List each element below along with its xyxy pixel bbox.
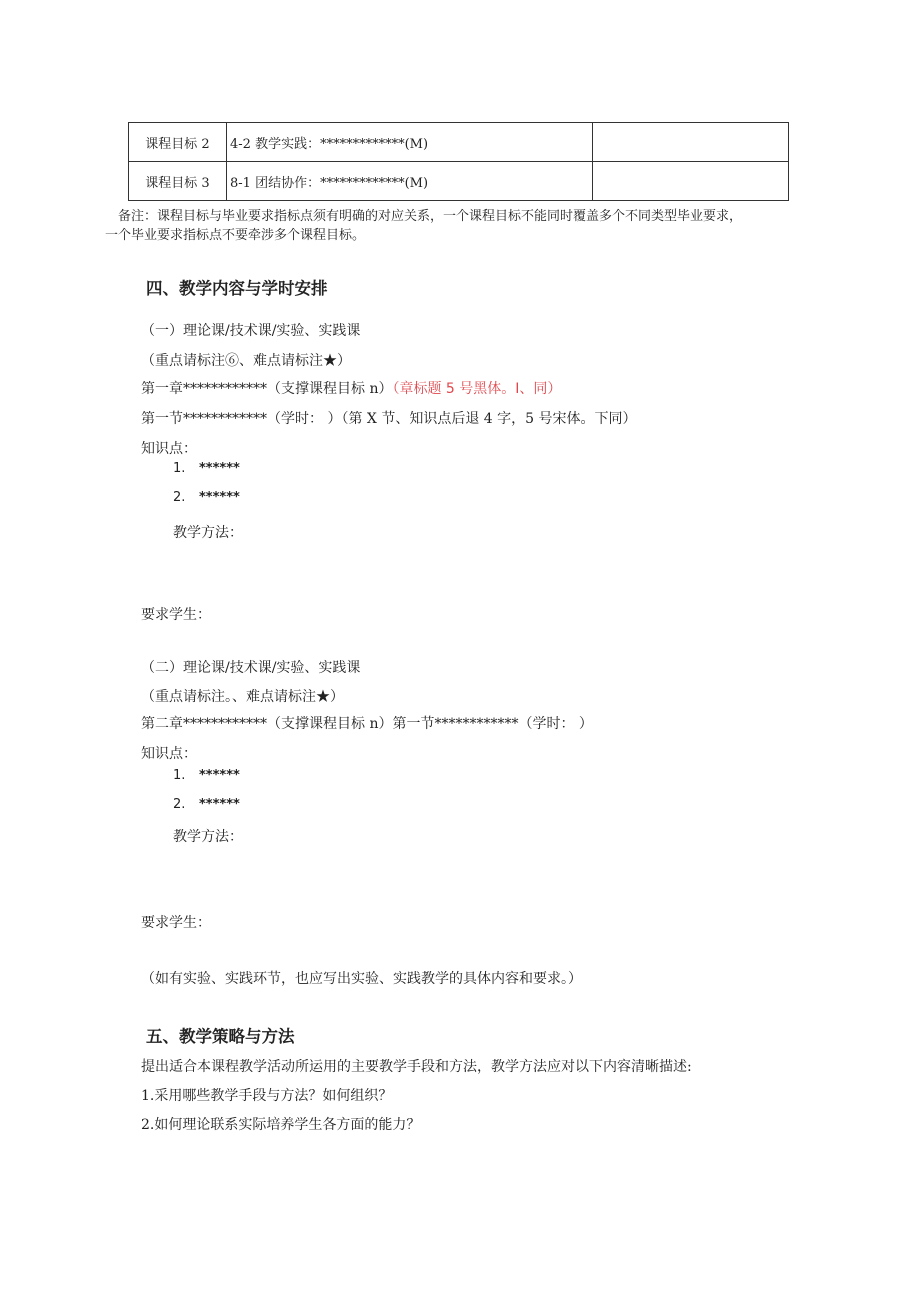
list-item-text: ****** xyxy=(199,768,240,783)
list-item-text: ****** xyxy=(199,797,240,812)
list-item xyxy=(173,490,240,505)
requirement-cell: 4-2 教学实践：*************(M) xyxy=(227,123,593,162)
part1-marks: （重点请标注⑥、难点请标注★） xyxy=(141,353,351,369)
table-row xyxy=(129,123,789,162)
list-item-number: 1. xyxy=(173,461,186,476)
extra-cell xyxy=(593,123,789,162)
chapter-title: 第一章************（支撑课程目标 n） xyxy=(141,381,393,397)
list-item xyxy=(173,768,240,783)
list-item xyxy=(173,461,240,476)
part2-require-label: 要求学生： xyxy=(141,915,211,931)
part1-points-label: 知识点： xyxy=(141,441,197,457)
list-item-text: ****** xyxy=(199,490,240,505)
requirement-cell: 8-1 团结协作：*************(M) xyxy=(227,162,593,201)
table-note-line1: 备注：课程目标与毕业要求指标点须有明确的对应关系，一个课程目标不能同时覆盖多个不同类型毕业要求， xyxy=(118,209,743,224)
part2-method-label: 教学方法： xyxy=(173,829,243,845)
part1-section: 第一节************（学时： ）（第 X 节、知识点后退 4 字，5 号宋体。下同） xyxy=(141,411,637,427)
part1-require-label: 要求学生： xyxy=(141,607,211,623)
practice-note: （如有实验、实践环节，也应写出实验、实践教学的具体内容和要求。） xyxy=(141,971,582,987)
part2-chapter: 第二章************（支撑课程目标 n）第一节************（学时： ） xyxy=(141,716,593,732)
table-note-line2: 一个毕业要求指标点不要牵涉多个课程目标。 xyxy=(105,228,366,243)
list-item-text: ****** xyxy=(199,461,240,476)
goal-cell: 课程目标 2 xyxy=(129,123,227,162)
part1-chapter xyxy=(141,378,561,398)
part2-points-label: 知识点： xyxy=(141,746,197,762)
list-item-number: 2. xyxy=(173,490,186,505)
course-goal-table xyxy=(128,122,789,201)
section5-q2: 2.如何理论联系实际培养学生各方面的能力？ xyxy=(141,1117,421,1133)
chapter-hint: （章标题 5 号黑体。I、同） xyxy=(392,381,562,397)
goal-cell: 课程目标 3 xyxy=(129,162,227,201)
list-item xyxy=(173,797,240,812)
section4-title: 四、教学内容与学时安排 xyxy=(146,279,328,298)
section5-q1: 1.采用哪些教学手段与方法？如何组织？ xyxy=(141,1088,393,1104)
part2-heading: （二）理论课/技术课/实验、实践课 xyxy=(141,660,361,676)
table-row xyxy=(129,162,789,201)
list-item-number: 2. xyxy=(173,797,186,812)
section5-intro: 提出适合本课程教学活动所运用的主要教学手段和方法，教学方法应对以下内容清晰描述: xyxy=(141,1059,692,1075)
list-item-number: 1. xyxy=(173,768,186,783)
part1-heading: （一）理论课/技术课/实验、实践课 xyxy=(141,323,361,339)
part1-method-label: 教学方法： xyxy=(173,525,243,541)
part2-marks: （重点请标注。、难点请标注★） xyxy=(141,689,344,705)
extra-cell xyxy=(593,162,789,201)
section5-title: 五、教学策略与方法 xyxy=(146,1027,295,1046)
